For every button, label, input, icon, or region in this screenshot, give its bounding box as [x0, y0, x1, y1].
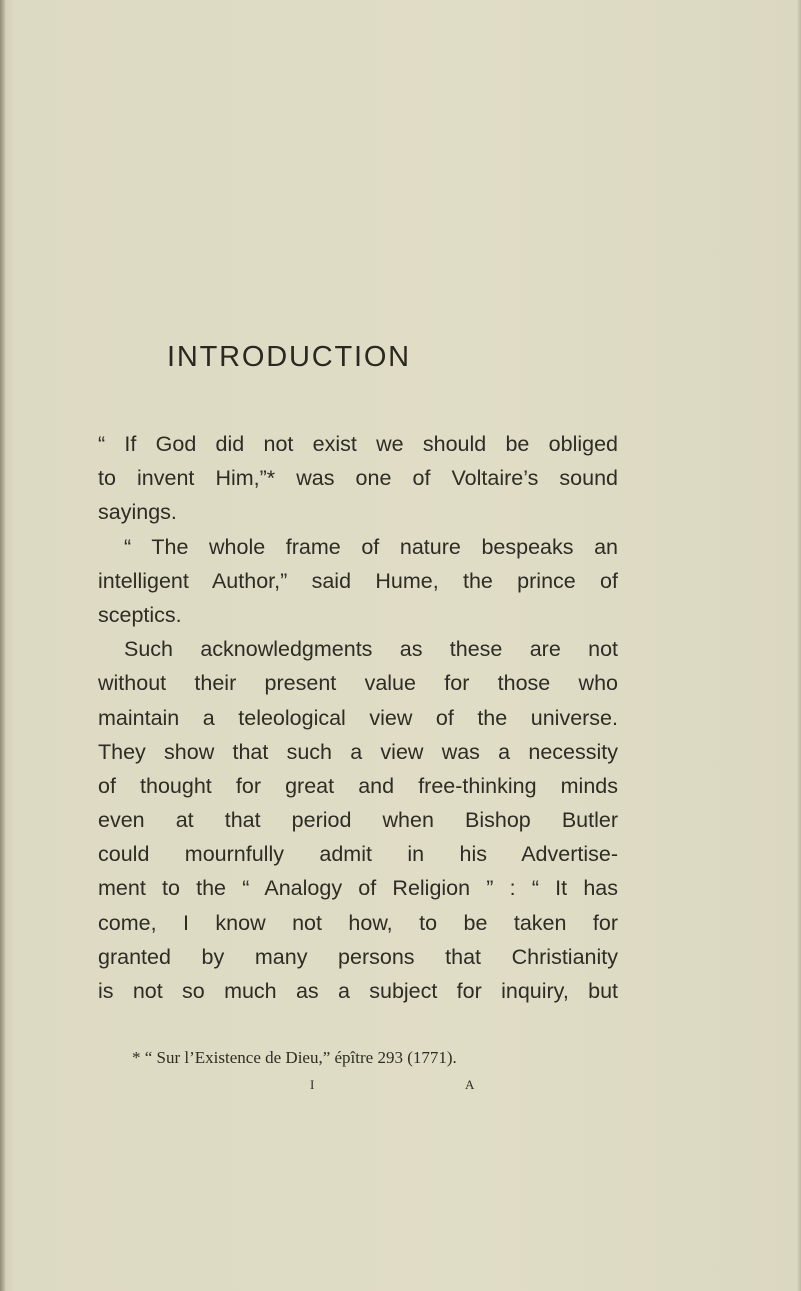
text-line: could mournfully admit in his Advertise- — [98, 842, 618, 867]
text-line: “ If God did not exist we should be obliged — [98, 432, 618, 456]
text-line: maintain a teleological view of the universe. — [98, 705, 618, 730]
text-line: to invent Him,”* was one of Voltaire’s sound — [98, 466, 618, 491]
page-right-edge — [797, 0, 801, 1291]
text-line: sayings. — [98, 500, 177, 525]
signature-number: I — [310, 1077, 315, 1092]
text-line: intelligent Author,” said Hume, the prince of — [98, 568, 618, 593]
text-line: granted by many persons that Christianity — [98, 944, 618, 969]
text-line: “ The whole frame of nature bespeaks an — [124, 534, 618, 559]
text-line: Such acknowledgments as these are not — [124, 637, 618, 662]
footnote: * “ Sur l’Existence de Dieu,” épître 293 (1771). — [132, 1048, 457, 1067]
text-line: even at that period when Bishop Butler — [98, 808, 618, 833]
signature-letter: A — [465, 1077, 475, 1092]
body-text — [98, 427, 618, 1008]
page-gutter-shadow — [0, 0, 5, 1291]
text-line: of thought for great and free-thinking minds — [98, 773, 618, 798]
text-line: come, I know not how, to be taken for — [98, 910, 618, 935]
text-line: is not so much as a subject for inquiry, but — [98, 979, 618, 1003]
text-line: sceptics. — [98, 602, 182, 627]
text-line: ment to the “ Analogy of Religion ” : “ It has — [98, 876, 618, 901]
chapter-heading: INTRODUCTION — [167, 341, 411, 373]
text-line: without their present value for those who — [98, 671, 618, 696]
text-line: They show that such a view was a necessity — [98, 739, 618, 764]
